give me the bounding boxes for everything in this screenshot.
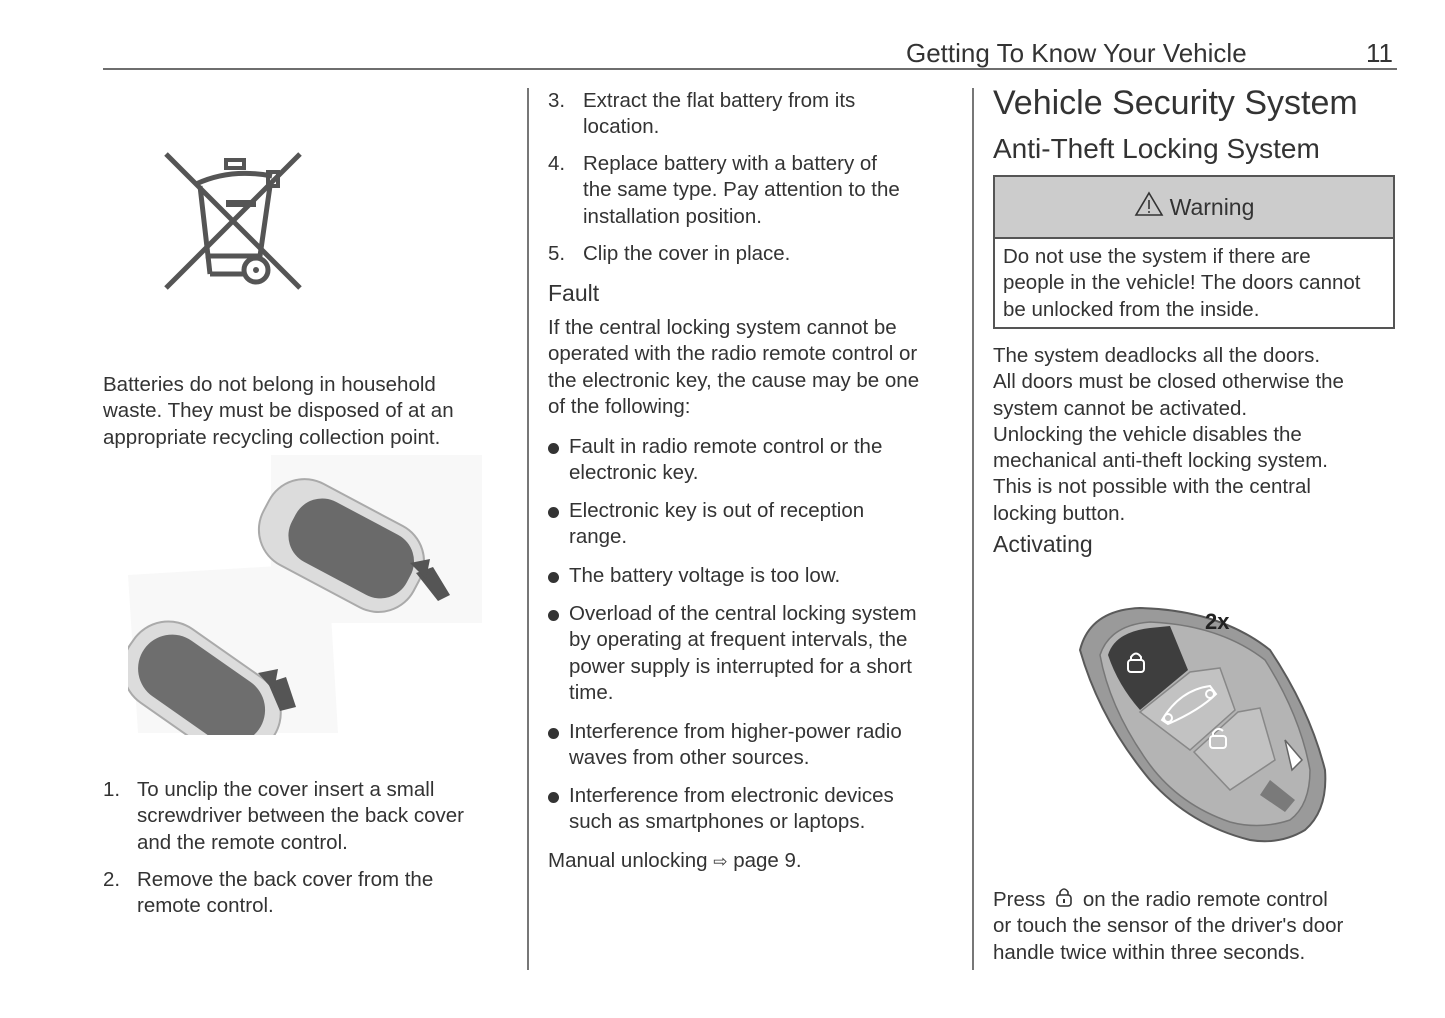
activating-heading: Activating — [993, 531, 1093, 557]
step-text: Replace battery with a battery of — [583, 152, 877, 175]
remote-key-back-cover-removal-illustration — [128, 455, 482, 735]
bullet-icon — [548, 572, 559, 583]
description-line: mechanical anti-theft locking system. — [993, 449, 1328, 473]
warning-triangle-icon — [1134, 191, 1164, 223]
manual-unlocking-reference — [548, 848, 802, 875]
disposal-note-line: Batteries do not belong in household — [103, 373, 436, 396]
warning-box — [993, 175, 1395, 329]
step-text: Remove the back cover from the — [137, 868, 434, 891]
step-2 — [103, 867, 513, 921]
step-text: screwdriver between the back cover — [137, 804, 465, 828]
step-text: installation position. — [583, 204, 762, 228]
column-divider-left — [527, 88, 529, 970]
step-number: 3. — [548, 89, 566, 112]
description-line: system cannot be activated. — [993, 396, 1248, 420]
section-title: Vehicle Security System — [993, 84, 1358, 122]
instruction-line: handle twice within three seconds. — [993, 940, 1306, 964]
step-text: Clip the cover in place. — [583, 242, 791, 265]
fault-heading: Fault — [548, 280, 600, 306]
warning-line: people in the vehicle! The doors cannot — [1003, 271, 1361, 295]
warning-title: Warning — [1169, 193, 1255, 220]
description-line: Unlocking the vehicle disables the — [993, 422, 1302, 446]
subsection-title: Anti-Theft Locking System — [993, 133, 1320, 164]
fault-intro-line: the electronic key, the cause may be one — [548, 368, 920, 392]
anti-theft-description — [993, 343, 1397, 527]
step-text: and the remote control. — [137, 830, 348, 854]
fault-intro-line: operated with the radio remote control or — [548, 342, 918, 366]
bullet-text: Interference from electronic devices — [569, 784, 894, 807]
remote-key-fob-illustration — [1070, 600, 1330, 850]
step-4 — [548, 151, 958, 231]
bullet-text: Interference from higher-power radio — [569, 720, 902, 743]
page-number: 11 — [1366, 38, 1393, 68]
bullet-icon — [548, 610, 559, 621]
activating-instruction — [993, 886, 1397, 966]
bullet-text: range. — [569, 525, 628, 549]
step-number: 5. — [548, 242, 566, 265]
column-divider-right — [972, 88, 974, 970]
instruction-text: Press — [993, 888, 1046, 911]
description-line: This is not possible with the central — [993, 475, 1311, 499]
bullet-text: power supply is interrupted for a short — [569, 654, 912, 678]
instruction-line: or touch the sensor of the driver's door — [993, 914, 1344, 938]
disposal-note-line: appropriate recycling collection point. — [103, 425, 441, 449]
description-line: The system deadlocks all the doors. — [993, 344, 1321, 367]
page-reference-link[interactable]: page 9. — [733, 849, 802, 872]
bullet-text: Overload of the central locking system — [569, 602, 917, 625]
step-number: 2. — [103, 868, 121, 891]
disposal-note — [103, 372, 513, 451]
description-line: locking button. — [993, 501, 1126, 525]
bullet-icon — [548, 507, 559, 518]
fault-intro — [548, 315, 958, 420]
step-text: location. — [583, 115, 660, 139]
bullet-text: Electronic key is out of reception — [569, 499, 865, 522]
bullet-icon — [548, 792, 559, 803]
crossed-out-wheelie-bin-icon — [160, 148, 306, 296]
step-5 — [548, 241, 958, 269]
step-text: the same type. Pay attention to the — [583, 178, 900, 202]
bullet-text: time. — [569, 680, 614, 704]
description-line: All doors must be closed otherwise the — [993, 370, 1344, 394]
header-rule — [103, 68, 1397, 70]
step-3 — [548, 88, 958, 142]
instruction-text: on the radio remote control — [1082, 888, 1328, 911]
bullet-text: waves from other sources. — [569, 746, 810, 770]
bullet-text: by operating at frequent intervals, the — [569, 628, 908, 652]
warning-header — [995, 177, 1393, 239]
step-text: Extract the flat battery from its — [583, 89, 856, 112]
bullet-icon — [548, 728, 559, 739]
fault-intro-line: If the central locking system cannot be — [548, 316, 897, 339]
step-text: To unclip the cover insert a small — [137, 778, 435, 801]
step-number: 4. — [548, 152, 566, 175]
fault-intro-line: of the following: — [548, 394, 691, 418]
manual-unlocking-text: Manual unlocking — [548, 849, 708, 872]
press-twice-label: 2x — [1205, 609, 1230, 634]
step-1 — [103, 777, 513, 857]
step-number: 1. — [103, 778, 121, 801]
warning-body — [995, 239, 1393, 323]
bullet-text: electronic key. — [569, 461, 699, 485]
arrow-right-icon: ⇨ — [713, 852, 728, 871]
running-header-title: Getting To Know Your Vehicle — [906, 38, 1247, 68]
disposal-note-line: waste. They must be disposed of at an — [103, 399, 454, 423]
warning-line: be unlocked from the inside. — [1003, 297, 1260, 321]
warning-line: Do not use the system if there are — [1003, 245, 1311, 268]
lock-icon — [1055, 886, 1073, 908]
bullet-text: Fault in radio remote control or the — [569, 435, 883, 458]
bullet-text: such as smartphones or laptops. — [569, 810, 866, 834]
bullet-icon — [548, 443, 559, 454]
step-text: remote control. — [137, 894, 274, 918]
bullet-text: The battery voltage is too low. — [569, 564, 841, 587]
